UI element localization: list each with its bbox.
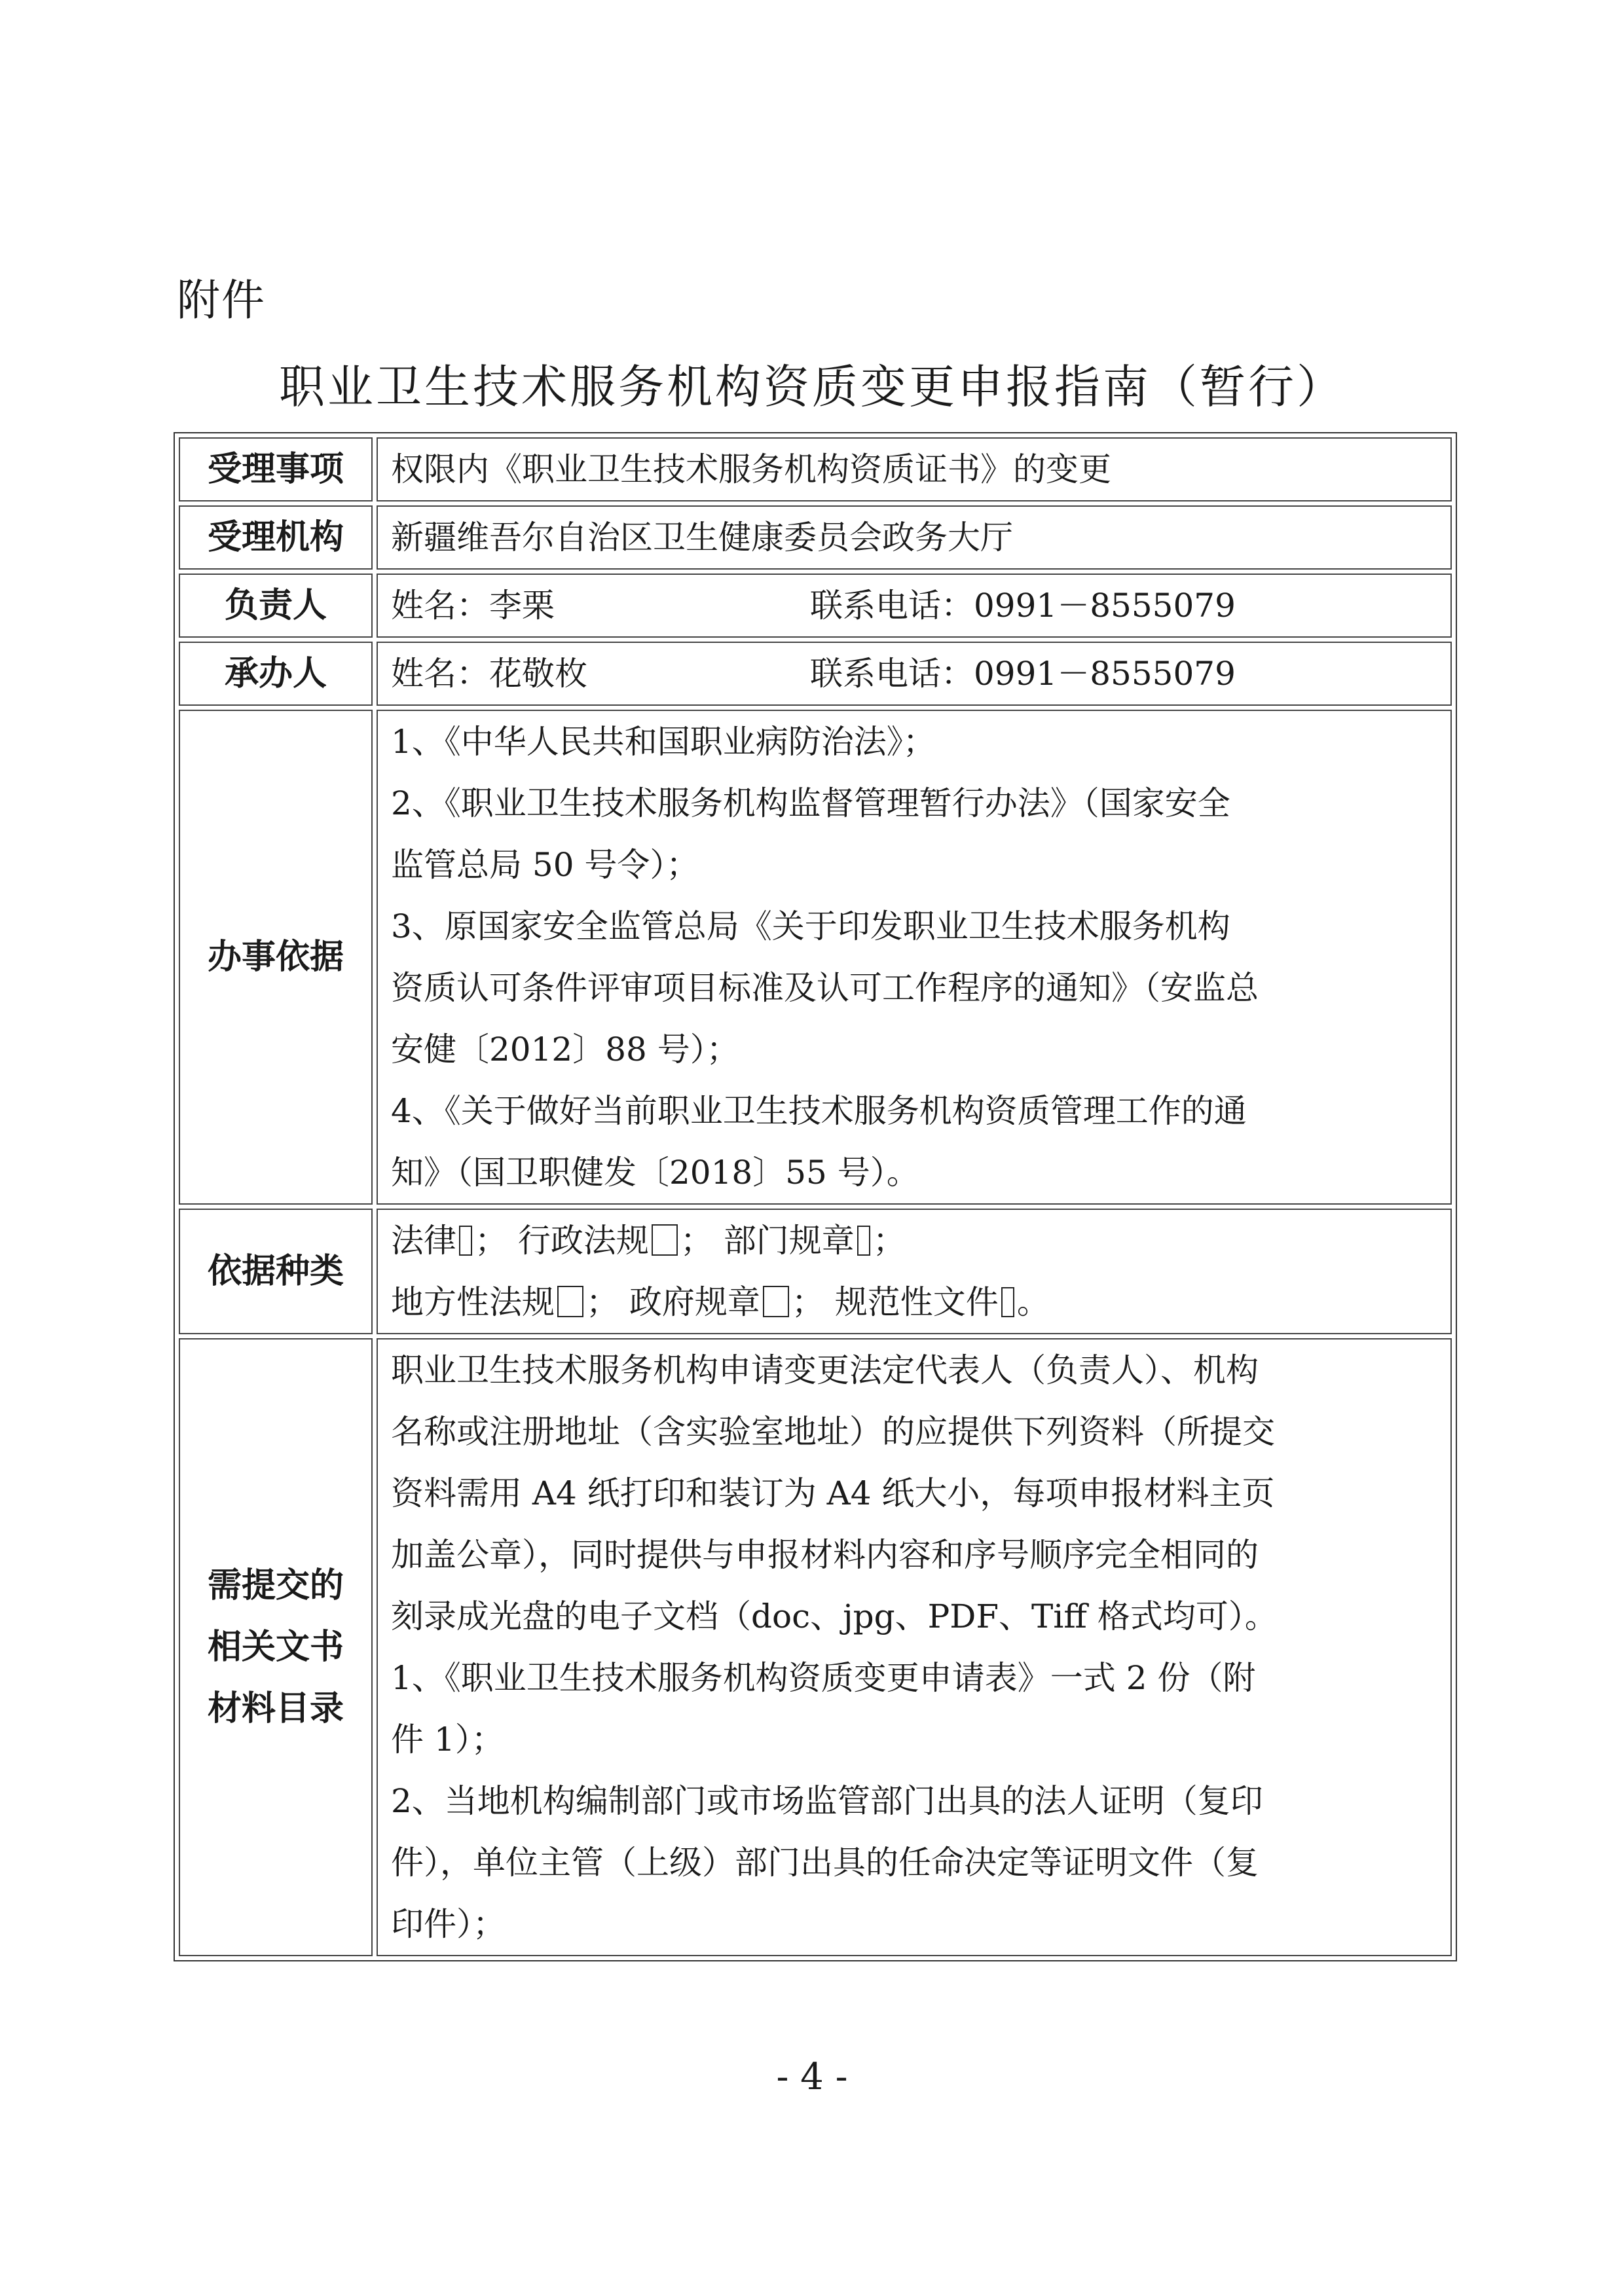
basis-line: 安健〔2012〕88 号）； — [391, 1030, 739, 1068]
basis-type-local-regulation: 地方性法规 — [391, 1283, 555, 1321]
row-item — [179, 437, 1452, 501]
basis-line: 4、《关于做好当前职业卫生技术服务机构资质管理工作的通 — [391, 1092, 1247, 1130]
materials-line: 件），单位主管（上级）部门出具的任命决定等证明文件（复 — [391, 1844, 1259, 1882]
label-responsible: 负责人 — [179, 574, 373, 638]
separator: ； — [872, 1222, 906, 1260]
basis-line: 资质认可条件评审项目标准及认可工作程序的通知》（安监总 — [391, 969, 1259, 1007]
responsible-name: 姓名：李栗 — [391, 587, 555, 625]
basis-line: 监管总局 50 号令）； — [391, 846, 699, 884]
value-materials — [377, 1338, 1452, 1956]
checkbox-checked-icon — [857, 1226, 870, 1256]
materials-line: 名称或注册地址（含实验室地址）的应提供下列资料（所提交 — [391, 1413, 1275, 1451]
checkbox-empty-icon — [652, 1224, 678, 1256]
basis-line: 2、《职业卫生技术服务机构监督管理暂行办法》（国家安全 — [391, 784, 1230, 822]
label-basis-type: 依据种类 — [179, 1209, 373, 1334]
basis-type-normative-doc: 规范性文件 — [834, 1283, 999, 1321]
responsible-phone: 联系电话：0991－8555079 — [810, 587, 1236, 625]
materials-line: 刻录成光盘的电子文档（doc、jpg、PDF、Tiff 格式均可）。 — [391, 1597, 1278, 1635]
materials-line: 加盖公章），同时提供与申报材料内容和序号顺序完全相同的 — [391, 1536, 1259, 1574]
row-responsible — [179, 574, 1452, 638]
value-handler — [377, 642, 1452, 706]
document-title: 职业卫生技术服务机构资质变更申报指南（暂行） — [279, 360, 1345, 414]
materials-line: 1、《职业卫生技术服务机构资质变更申请表》一式 2 份（附 — [391, 1659, 1256, 1697]
label-item: 受理事项 — [179, 437, 373, 501]
label-materials-line: 材料目录 — [207, 1688, 344, 1728]
label-agency: 受理机构 — [179, 505, 373, 570]
checkbox-empty-icon — [557, 1286, 583, 1317]
basis-type-line — [391, 1210, 1437, 1271]
separator: ； — [586, 1283, 619, 1321]
guide-table — [174, 432, 1457, 1961]
label-materials — [179, 1338, 373, 1956]
row-agency — [179, 505, 1452, 570]
basis-type-line — [391, 1271, 1437, 1333]
materials-line: 资料需用 A4 纸打印和装订为 A4 纸大小，每项申报材料主页 — [391, 1474, 1275, 1512]
value-basis — [377, 710, 1452, 1205]
label-basis: 办事依据 — [179, 710, 373, 1205]
materials-line: 职业卫生技术服务机构申请变更法定代表人（负责人）、机构 — [391, 1351, 1259, 1389]
separator: ； — [475, 1222, 507, 1260]
label-materials-line: 需提交的 — [207, 1565, 344, 1605]
handler-phone: 联系电话：0991－8555079 — [810, 655, 1236, 693]
attachment-label: 附件 — [177, 275, 266, 325]
value-agency: 新疆维吾尔自治区卫生健康委员会政务大厅 — [377, 505, 1452, 570]
basis-type-gov-rule: 政府规章 — [629, 1283, 760, 1321]
checkbox-checked-icon — [459, 1226, 472, 1256]
value-responsible — [377, 574, 1452, 638]
label-materials-line: 相关文书 — [207, 1627, 344, 1667]
handler-name: 姓名：花敬枚 — [391, 655, 587, 693]
row-handler — [179, 642, 1452, 706]
checkbox-empty-icon — [763, 1286, 789, 1317]
basis-type-law: 法律 — [391, 1222, 456, 1260]
value-basis-type — [377, 1209, 1452, 1334]
checkbox-checked-icon — [1001, 1287, 1014, 1317]
separator: ； — [680, 1222, 713, 1260]
page-number: - 4 - — [776, 2056, 848, 2098]
basis-line: 3、原国家安全监管总局《关于印发职业卫生技术服务机构 — [391, 907, 1230, 945]
materials-line: 件 1）； — [391, 1721, 504, 1758]
label-handler: 承办人 — [179, 642, 373, 706]
row-basis-type — [179, 1209, 1452, 1334]
materials-line: 印件）； — [391, 1905, 506, 1943]
row-basis — [179, 710, 1452, 1205]
basis-type-admin-regulation: 行政法规 — [517, 1222, 649, 1260]
basis-line: 1、《中华人民共和国职业病防治法》； — [391, 723, 936, 761]
value-item: 权限内《职业卫生技术服务机构资质证书》的变更 — [377, 437, 1452, 501]
separator: 。 — [1016, 1283, 1050, 1321]
basis-line: 知》（国卫职健发〔2018〕55 号）。 — [391, 1154, 919, 1192]
materials-line: 2、当地机构编制部门或市场监管部门出具的法人证明（复印 — [391, 1782, 1263, 1820]
basis-type-dept-rule: 部门规章 — [723, 1222, 855, 1260]
row-materials — [179, 1338, 1452, 1956]
separator: ； — [791, 1283, 824, 1321]
